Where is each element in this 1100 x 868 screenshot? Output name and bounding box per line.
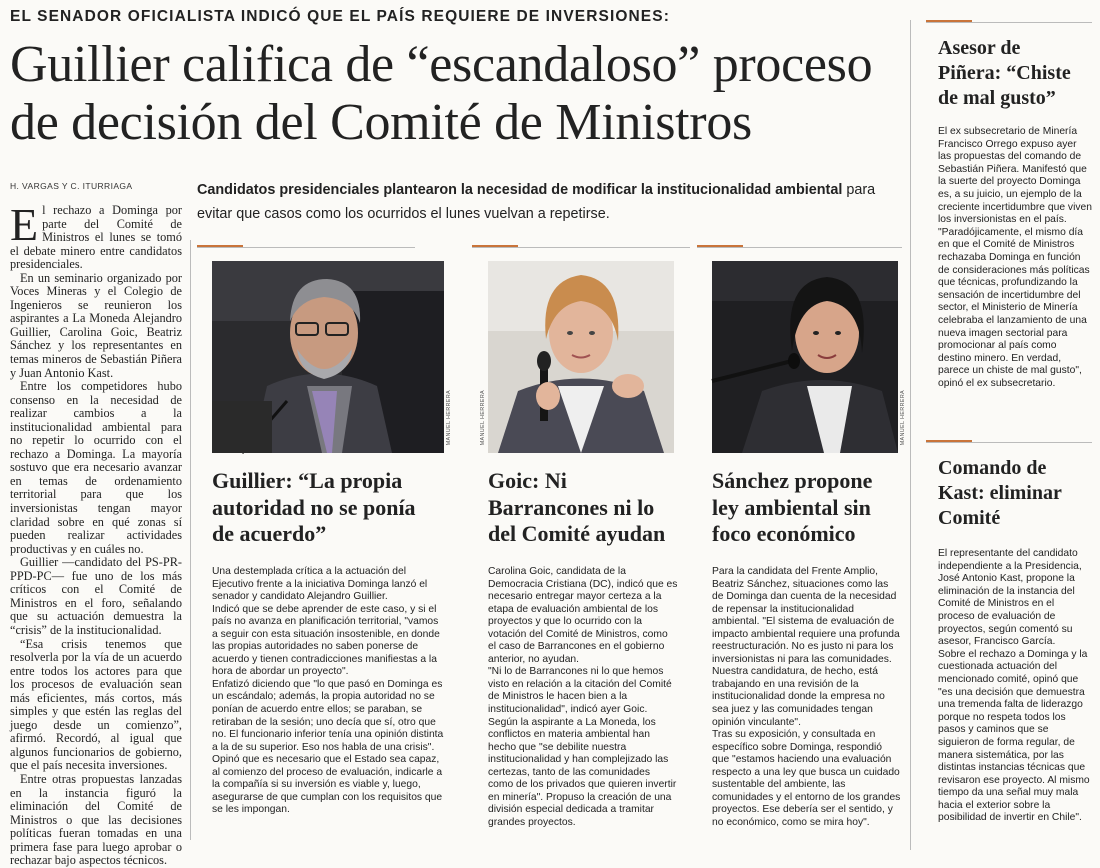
card-paragraph: Según la aspirante a La Moneda, los conflictos en materia ambiental han hecho que "se debilite nuestra institucionalidad y han complejizado las certezas, tanto de las comunidades como de los privados que quieren invertir en minería". Propuso la creación de una división especial dedicada a tramitar grandes proyectos. <box>488 716 677 828</box>
sidebar-body-pinera <box>938 126 1092 390</box>
article-paragraph: “Esa crisis tenemos que resolverla por la vía de un acuerdo entre todos los actores para que los procesos de evaluación sean más eficientes, más cortos, más simples y que estén las reglas del juego desde un comienzo”, afirmó. Recordó, al igual que algunos funcionarios de gobierno, que el país necesita inversiones. <box>10 636 182 773</box>
sidebar-paragraph: Sobre el rechazo a Dominga y la cuestionada actuación del mencionado comité, opinó que "es una decisión que demuestra una tremenda falta de liderazgo porque no respeta todos los pasos y caminos que se siguieron de forma regular, de manera sistemática, por las distintas instancias técnicas que revisaron ese proyecto. Al mismo tiempo da una señal muy mala hacia el exterior sobre la posibilidad de invertir en Chile". <box>938 648 1090 824</box>
article-paragraph: Entre otras propuestas lanzadas en la instancia figuró la eliminación del Comité de Ministros o que las decisiones políticas fueran tomadas en una primera fase para luego aprobar o rechazar bajo aspectos técnicos. <box>10 771 182 868</box>
main-article <box>10 199 182 868</box>
section-rule <box>697 247 902 248</box>
article-paragraph: Guillier —candidato del PS-PR-PPD-PC— fue uno de los más críticos con el Comité de Ministros en el foro, señalando que su actuación demuestra la “crisis” de la institucionalidad. <box>10 555 182 637</box>
photo-sanchez <box>712 261 898 453</box>
sidebar-body-kast <box>938 548 1092 825</box>
card-body-sanchez <box>712 566 902 829</box>
section-rule <box>197 247 415 248</box>
card-paragraph: Carolina Goic, candidata de la Democracia Cristiana (DC), indicó que es necesario entregar mayor certeza a la etapa de evaluación ambiental de los proyectos y que lo ocurrido con la votación del Comité de Ministros, como el caso de Barrancones en el gobierno anterior, no ayudan. <box>488 566 678 665</box>
card-title-sanchez: Sánchez propone ley ambiental sin foco económico <box>712 468 873 546</box>
card-body-goic <box>488 566 678 829</box>
column-divider <box>190 240 191 840</box>
card-paragraph: Una destemplada crítica a la actuación del Ejecutivo frente a la iniciativa Dominga lanzó el senador y candidato Alejandro Guillier. <box>212 566 428 603</box>
sidebar-paragraph: El ex subsecretario de Minería Francisco Orrego expuso ayer las propuestas del comando de Sebastián Piñera. Manifestó que la suerte del proyecto Dominga es, a su juicio, un ejemplo de la creciente incertidumbre que viven los inversionistas en el país. <box>938 126 1092 226</box>
kicker: EL SENADOR OFICIALISTA INDICÓ QUE EL PAÍS REQUIERE DE INVERSIONES: <box>10 8 670 25</box>
section-rule <box>926 22 1092 23</box>
sidebar-paragraph: El representante del candidato independiente a la Presidencia, José Antonio Kast, propone la eliminación de la instancia del Comité de Ministros en el proceso de evaluación de proyectos, según comentó su asesor, Francisco García. <box>938 548 1082 648</box>
dropcap: E <box>10 199 39 250</box>
photo-credit: MANUEL HERRERA <box>480 390 486 446</box>
deck-rest: para evitar que casos como los ocurridos el lunes vuelvan a repetirse. <box>197 182 876 222</box>
card-paragraph: Enfatizó diciendo que "lo que pasó en Dominga es un escándalo; además, la propia autoridad no se ponían de acuerdo entre ellos; se paraban, se retiraban de la sesión; uno decía que sí, otro que no. El funcionario inferior tenía una opinión distinta a la de su superior. Eso nos habla de una crisis". <box>212 678 444 753</box>
sidebar-title-pinera: Asesor de Piñera: “Chiste de mal gusto” <box>938 37 1071 109</box>
column-divider <box>910 20 911 850</box>
card-title-guillier: Guillier: “La propia autoridad no se ponía de acuerdo” <box>212 468 416 546</box>
photo-guillier <box>212 261 444 453</box>
sidebar-paragraph: "Paradójicamente, el mismo día en que el Comité de Ministros rechazaba Dominga en función de consideraciones más políticas que técnicas, profundizando la sensación de incertidumbre del sector, el Ministerio de Minería celebraba el lanzamiento de una nueva imagen sectorial para promocionar al país como destino minero. En verdad, parece un chiste de mal gusto", opinó el ex subsecretario. <box>938 226 1090 389</box>
card-paragraph: Para la candidata del Frente Amplio, Beatriz Sánchez, situaciones como las de Dominga dan cuenta de la necesidad de repensar la institucionalidad ambiental. "El sistema de evaluación de impacto ambiental requiere una profunda reestructuración. No es justo ni para los inversionistas ni para las comunidades. Nuestra candidatura, de hecho, está trabajando en una revisión de la institucionalidad donde la empresa no sea juez y las comunidades tengan opinión vinculante". <box>712 566 900 728</box>
article-paragraph: Entre los competidores hubo consenso en la necesidad de realizar cambios a la institucionalidad ambiental para no repetir lo ocurrido con el rechazo a Dominga. La mayoría sostuvo que era necesario avanzar en temas de ordenamiento territorial para que los inversionistas tengan mayor claridad sobre en qué zonas sí pueden realizar actividades productivas y en cuáles no. <box>10 379 182 556</box>
byline: H. VARGAS Y C. ITURRIAGA <box>10 181 133 191</box>
headline-line-1: Guillier califica de “escandaloso” proceso <box>10 36 873 93</box>
headline-line-2: de decisión del Comité de Ministros <box>10 94 752 151</box>
section-rule <box>926 442 1092 443</box>
card-paragraph: Opinó que es necesario que el Estado sea capaz, al comienzo del proceso de evaluación, indicarle a la compañía si su inversión es viable y, luego, asegurarse de que cumplan con los requisitos que se les impongan. <box>212 754 443 816</box>
card-body-guillier <box>212 566 444 817</box>
card-paragraph: Indicó que se debe aprender de este caso, y si el país no avanza en planificación territorial, "vamos a seguir con esta situación insostenible, en donde las propias autoridades no saben ponerse de acuerdo y tienen contradicciones manifiestas a la hora de abordar un proyecto". <box>212 603 440 678</box>
card-title-goic: Goic: Ni Barrancones ni lo del Comité ayudan <box>488 468 666 546</box>
headline <box>10 36 910 152</box>
sidebar-title-kast: Comando de Kast: eliminar Comité <box>938 457 1062 529</box>
deck <box>197 178 897 226</box>
deck-bold: Candidatos presidenciales plantearon la necesidad de modificar la institucionalidad ambiental <box>197 182 843 198</box>
card-paragraph: Tras su exposición, y consultada en específico sobre Dominga, respondió que "estamos haciendo una evaluación respecto a una ley que busca un cuidado sustentable del ambiente, las comunidades y el entorno de los grandes proyectos. Ese debería ser el sentido, y no económico, como se mira hoy". <box>712 729 901 828</box>
photo-credit: MANUEL HERRERA <box>900 390 906 446</box>
article-paragraph: En un seminario organizado por Voces Mineras y el Colegio de Ingenieros se reunieron los aspirantes a La Moneda Alejandro Guillier, Carolina Goic, Beatriz Sánchez y los representantes en temas mineros de Sebastián Piñera y Juan Antonio Kast. <box>10 270 182 380</box>
article-paragraph: El rechazo a Dominga por parte del Comité de Ministros el lunes se tomó el debate minero entre candidatos presidenciales. <box>10 199 182 272</box>
photo-goic <box>488 261 674 453</box>
section-rule <box>472 247 690 248</box>
photo-credit: MANUEL HERRERA <box>446 390 452 446</box>
card-paragraph: "Ni lo de Barrancones ni lo que hemos visto en relación a la citación del Comité de Ministros le hacen bien a la institucionalidad", indicó ayer Goic. <box>488 666 672 716</box>
